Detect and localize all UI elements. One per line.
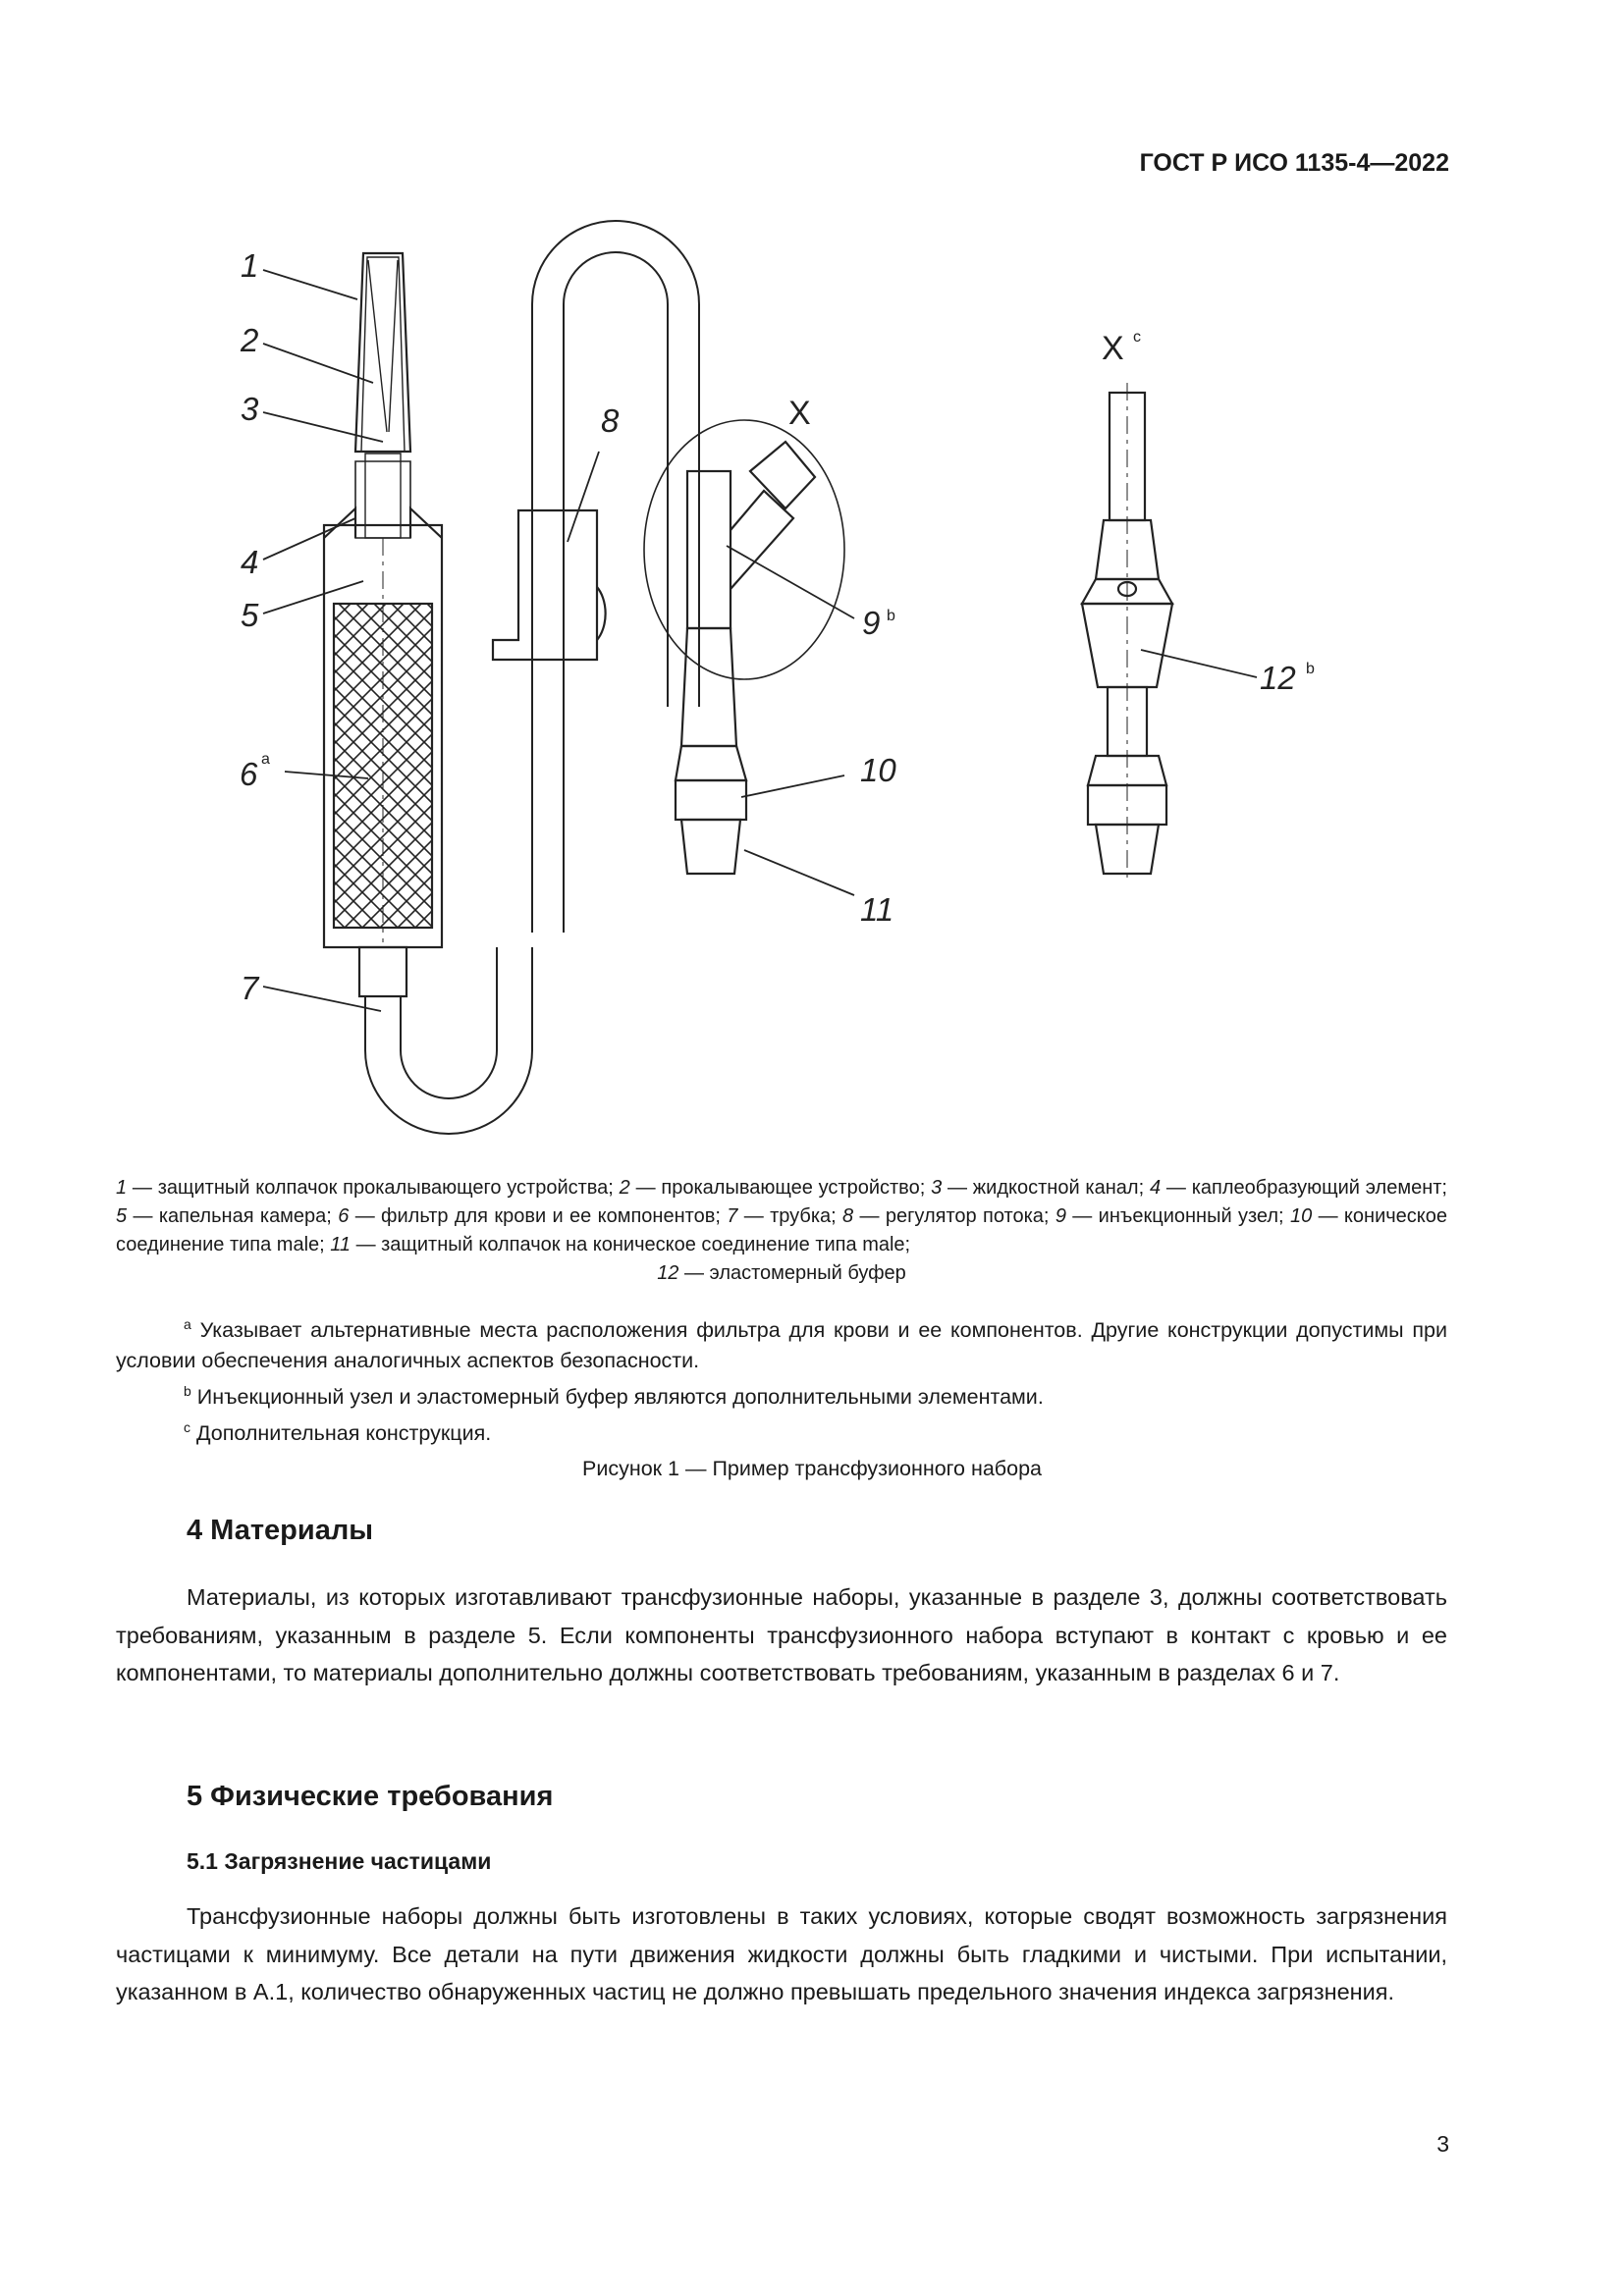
figure-notes: $^a$ Указывает альтернативные места расположения фильтра для крови и ее компонентов. Другие конструкции допустимы при условии обеспечения аналогичных аспектов безопасности. $^b$ Инъекционный узел и эластомерный буфер являются дополнительными элементами. $^c$ Дополнительная конструкция. — [116, 1316, 1447, 1446]
svg-text:X: X — [1102, 330, 1124, 367]
svg-text:c: c — [1133, 329, 1141, 346]
legend-number: 7 — [727, 1205, 738, 1227]
svg-text:3: 3 — [241, 391, 259, 427]
svg-text:b: b — [1306, 661, 1315, 677]
svg-text:b: b — [887, 608, 895, 624]
legend-text: — капельная камера; — [127, 1205, 339, 1227]
svg-text:8: 8 — [601, 402, 620, 439]
legend-number: 9 — [1055, 1205, 1066, 1227]
legend-number: 5 — [116, 1205, 128, 1227]
legend-text: — жидкостной канал; — [942, 1177, 1150, 1199]
injection-site — [687, 471, 731, 628]
spike — [368, 260, 398, 432]
legend-number: 6 — [338, 1205, 350, 1227]
legend-number: 1 — [116, 1177, 128, 1199]
legend-text: — каплеобразующий элемент; — [1161, 1177, 1447, 1199]
svg-text:a: a — [261, 751, 270, 768]
legend-text: — фильтр для крови и ее компонентов; — [349, 1205, 728, 1227]
legend-number: 2 — [619, 1177, 630, 1199]
legend-text: — защитный колпачок прокалывающего устройства; — [127, 1177, 620, 1199]
legend-number: 11 — [330, 1234, 352, 1255]
legend-number: 8 — [842, 1205, 854, 1227]
legend-text: — эластомерный буфер — [678, 1262, 906, 1284]
legend-text: — защитный колпачок на коническое соединение типа male; — [351, 1234, 911, 1255]
legend-number: 3 — [931, 1177, 943, 1199]
figure-legend — [116, 1174, 1447, 1288]
section-5-1-text: Трансфузионные наборы должны быть изготовлены в таких условиях, которые сводят возможность загрязнения частицами к минимуму. Все детали на пути движения жидкости должны быть гладкими и чистыми. При испытании, указанном в А.1, количество обнаруженных частиц не должно превышать предельного значения индекса загрязнения. — [116, 1903, 1447, 2004]
figure-caption: Рисунок 1 — Пример трансфузионного набора — [582, 1457, 1042, 1480]
svg-text:11: 11 — [860, 891, 894, 928]
legend-text: — инъекционный узел; — [1065, 1205, 1290, 1227]
legend-text: — прокалывающее устройство; — [629, 1177, 932, 1199]
section-4-heading: 4 Материалы — [187, 1515, 374, 1546]
svg-text:4: 4 — [241, 544, 259, 580]
svg-text:9: 9 — [862, 605, 881, 641]
flow-regulator — [493, 510, 597, 660]
document-code-header: ГОСТ Р ИСО 1135-4—2022 — [1139, 149, 1449, 177]
legend-number: 10 — [1289, 1205, 1313, 1227]
legend-number: 4 — [1149, 1177, 1162, 1199]
svg-text:10: 10 — [860, 752, 896, 788]
section-4-text: Материалы, из которых изготавливают трансфузионные наборы, указанные в разделе 3, должны соответствовать требованиям, указанным в разделе 5. Если компоненты трансфузионного набора вступают в контакт с кровью и ее компонентами, то материалы дополнительно должны соответствовать требованиям, указанным в разделах 6 и 7. — [116, 1584, 1447, 1685]
svg-text:2: 2 — [241, 322, 259, 358]
svg-text:1: 1 — [241, 247, 259, 284]
page-number: 3 — [1436, 2131, 1449, 2157]
legend-text: — коническое соединение типа male; — [116, 1205, 1448, 1255]
section-5-1-heading: 5.1 Загрязнение частицами — [187, 1848, 492, 1874]
svg-text:5: 5 — [241, 597, 259, 633]
svg-text:12: 12 — [1260, 660, 1296, 696]
legend-text: — трубка; — [737, 1205, 843, 1227]
svg-text:6: 6 — [240, 756, 258, 792]
section-5-heading: 5 Физические требования — [187, 1781, 554, 1812]
svg-text:7: 7 — [241, 970, 259, 1006]
protective-cap-male — [681, 820, 740, 874]
legend-number: 12 — [657, 1262, 679, 1284]
legend-text: — регулятор потока; — [853, 1205, 1056, 1227]
detail-marker-x: X — [788, 395, 811, 432]
male-luer-connector — [676, 780, 746, 820]
